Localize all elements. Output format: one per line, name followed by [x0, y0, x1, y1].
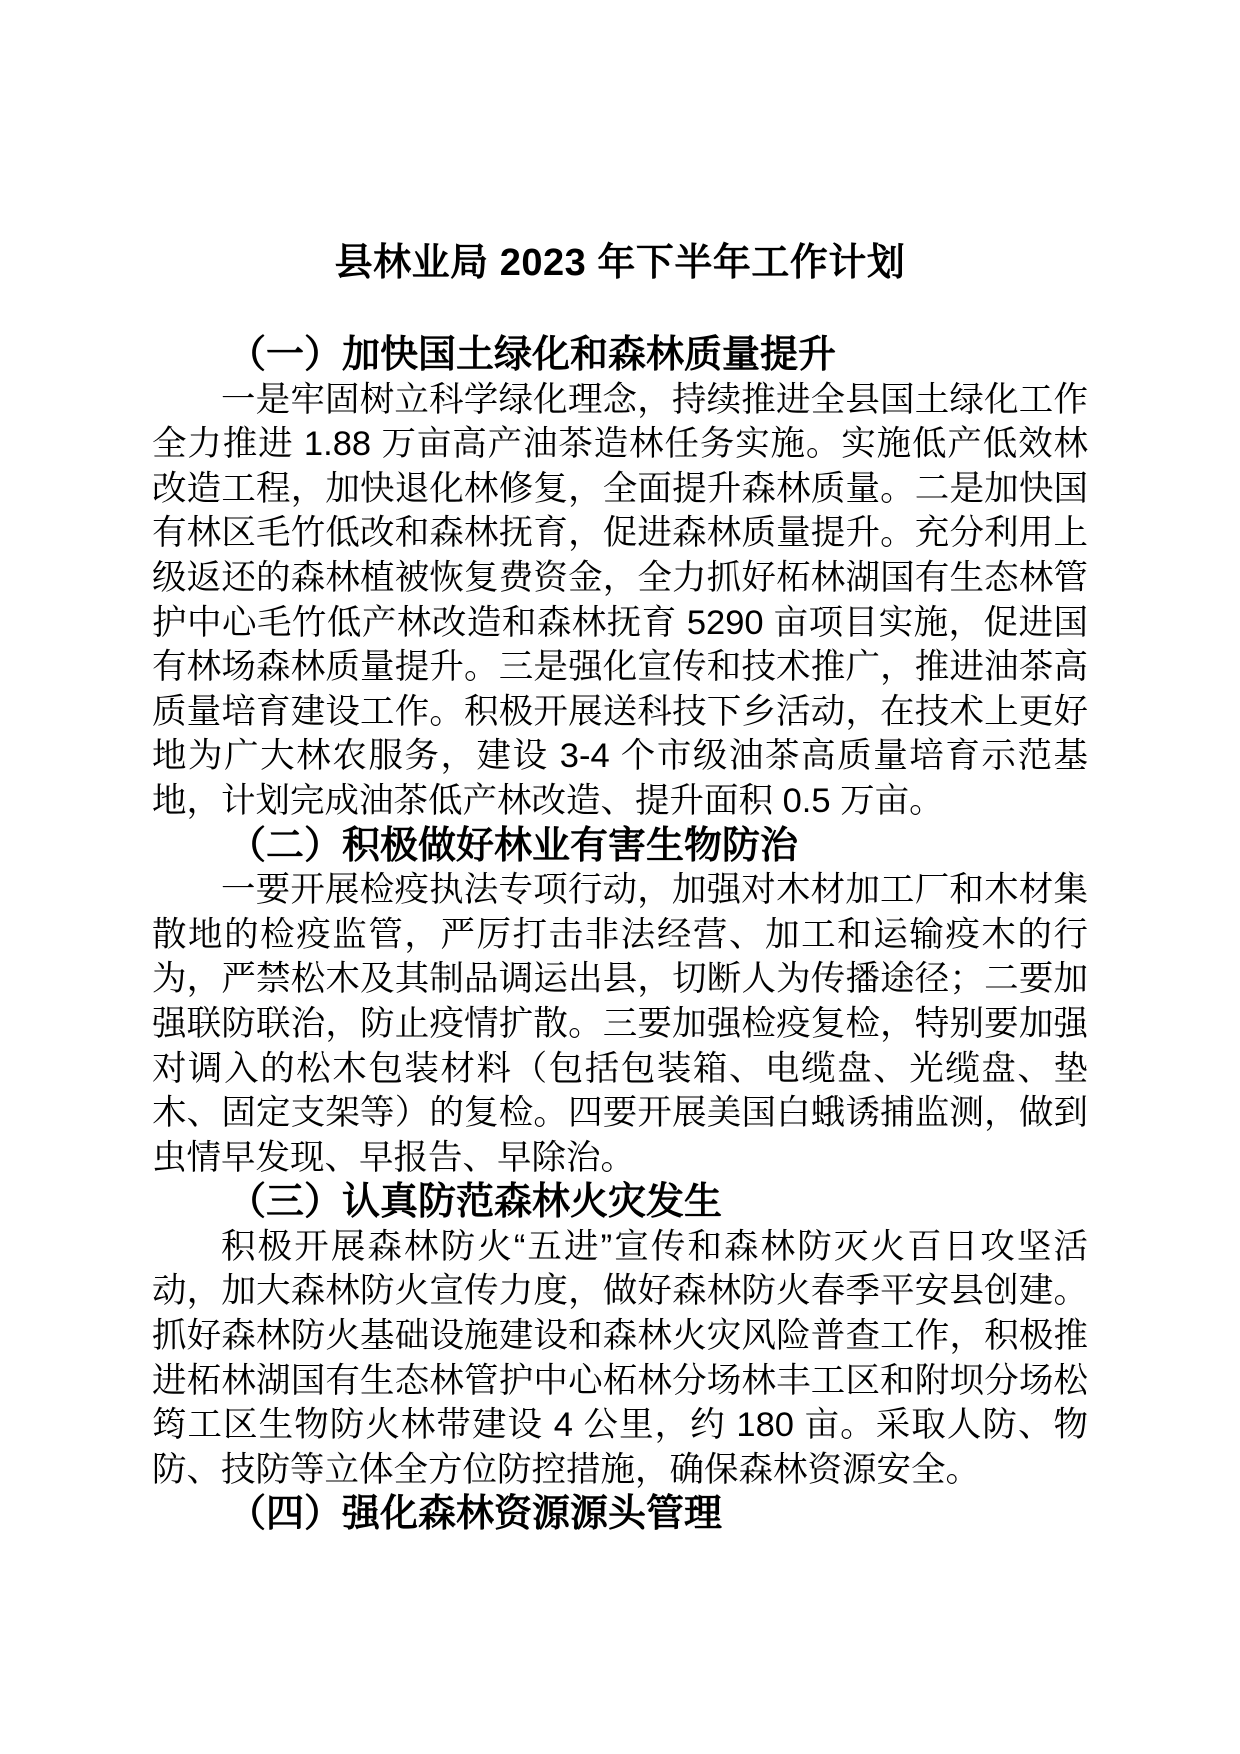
document-title: 县林业局 2023 年下半年工作计划 [334, 242, 906, 284]
section-2-paragraph: 一要开展检疫执法专项行动，加强对木材加工厂和木材集散地的检疫监管，严厉打击非法经营、加工和运输疫木的行为，严禁松木及其制品调运出县，切断人为传播途径；二要加强联防联治，防止疫情扩散。三要加强检疫复检，特别要加强对调入的松木包装材料（包括包装箱、电缆盘、光缆盘、垫木、固定支架等）的复检。四要开展美国白蛾诱捕监测，做到虫情早发现、早报告、早除治。 [152, 871, 1088, 1177]
section-4-heading: （四）强化森林资源源头管理 [228, 1493, 723, 1536]
section-1-heading: （一）加快国土绿化和森林质量提升 [228, 334, 837, 376]
section-3-heading: （三）认真防范森林火灾发生 [228, 1181, 723, 1224]
section-1-paragraph: 一是牢固树立科学绿化理念，持续推进全县国土绿化工作全力推进 1.88 万亩高产油茶造林任务实施。实施低产低效林改造工程，加快退化林修复，全面提升森林质量。二是加快国有林区毛竹低改和森林抚育，促进森林质量提升。充分利用上级返还的森林植被恢复费资金，全力抓好柘林湖国有生态林管护中心毛竹低产林改造和森林抚育 5290 亩项目实施，促进国有林场森林质量提升。三是强化宣传和技术推广，推进油茶高质量培育建设工作。积极开展送科技下乡活动，在技术上更好地为广大林农服务，建设 3-4 个市级油茶高质量培育示范基地，计划完成油茶低产林改造、提升面积 0.5 万亩。 [152, 380, 1088, 820]
document-body [152, 333, 1088, 1537]
section-2-heading: （二）积极做好林业有害生物防治 [228, 824, 799, 867]
section-3-paragraph: 积极开展森林防火“五进”宣传和森林防灭火百日攻坚活动，加大森林防火宣传力度，做好森林防火春季平安县创建。抓好森林防火基础设施建设和森林火灾风险普查工作，积极推进柘林湖国有生态林管护中心柘林分场林丰工区和附坝分场松筠工区生物防火林带建设 4 公里，约 180 亩。采取人防、物防、技防等立体全方位防控措施，确保森林资源安全。 [152, 1227, 1088, 1489]
